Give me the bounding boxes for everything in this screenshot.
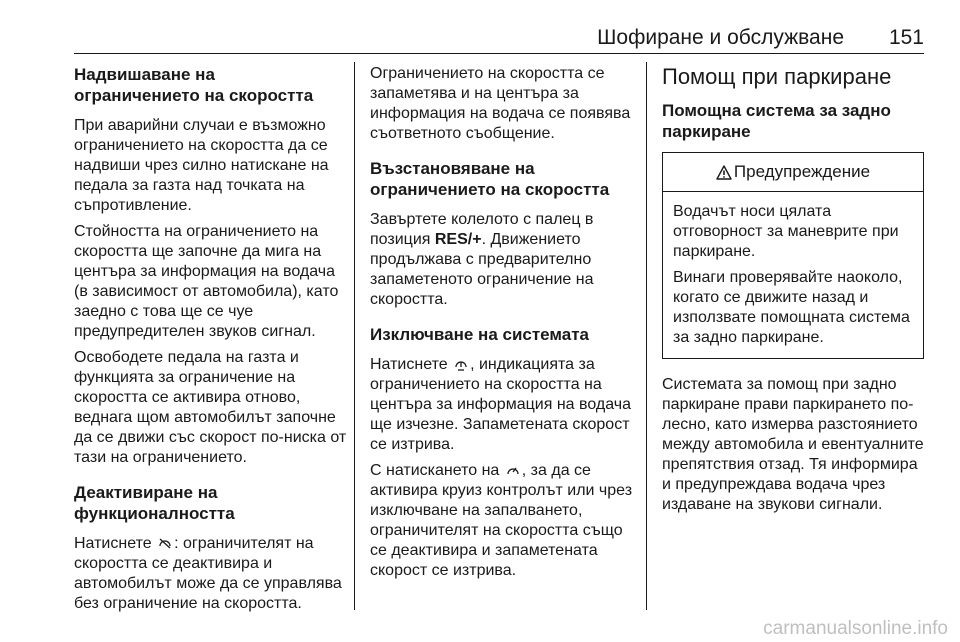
key-label: RES/+: [434, 231, 482, 248]
speed-limiter-icon: [454, 357, 468, 371]
paragraph: Стойността на ограничението на скоростта ще започне да мига на центъра за информация на водача (в зависимост от автомобила), като заедно с това ще се чуе предупредителен звуков сигнал.: [74, 223, 339, 340]
heading-deactivation: Деактивиране на функционалността: [74, 483, 235, 523]
header-rule: [74, 53, 924, 54]
warning-title: Предупреждение: [733, 162, 871, 181]
warning-body: [663, 192, 923, 358]
warning-box: [662, 152, 924, 359]
warning-triangle-icon: [716, 165, 732, 180]
speed-limiter-off-icon: [158, 536, 172, 550]
column-divider: [646, 62, 647, 610]
heading-rear-parking: Помощна система за задно паркиране: [662, 101, 891, 141]
page-number: 151: [888, 26, 924, 49]
paragraph: С натискането на , за да се активира круиз контролът или чрез изключване на запалването, ограничителят на скоростта също се деактивира и запаметената скорост се изтрива.: [370, 462, 633, 579]
running-title: Шофиране и обслужване: [597, 26, 844, 49]
column-1: [74, 64, 348, 620]
heading-override: Надвишаване на ограничението на скоростта: [74, 65, 314, 105]
heading-restore: Възстановяване на ограничението на скоростта: [370, 159, 610, 199]
paragraph: Винаги проверявайте наоколо, когато се движите назад и използвате помощната система за задно паркиране.: [673, 269, 910, 346]
paragraph: При аварийни случаи е възможно ограничението на скоростта да се надвиши чрез силно натискане на педала за газта над точката на съпротивление.: [74, 117, 329, 214]
paragraph: Системата за помощ при задно паркиране прави паркирането по-лесно, като измерва разстоянието между автомобила и евентуалните препятствия отзад. Тя информира и предупреждава водача чрез издаване на звукови сигнали.: [662, 376, 924, 513]
paragraph: Натиснете : ограничителят на скоростта се деактивира и автомобилът може да се управлява без ограничение на скоростта.: [74, 535, 342, 612]
watermark: carmanualsonline.info: [763, 618, 948, 639]
cruise-control-icon: [506, 463, 520, 477]
paragraph: Натиснете , индикацията за ограничението на скоростта на центъра за информация на водача ще изчезне. Запаметената скорост се изтрива.: [370, 356, 631, 453]
paragraph: Водачът носи цялата отговорност за маневрите при паркиране.: [673, 203, 899, 260]
column-3: [662, 64, 924, 521]
column-divider: [354, 62, 355, 610]
page-header: [74, 25, 924, 55]
paragraph: Освободете педала на газта и функцията за ограничение на скоростта се активира отново, веднага щом автомобилът започне да се движи със скорост по-ниска от тази на ограничението.: [74, 349, 347, 466]
heading-system-off: Изключване на системата: [370, 325, 589, 344]
section-title: Помощ при паркиране: [662, 64, 892, 89]
warning-header: [663, 153, 923, 192]
column-2: [370, 64, 640, 587]
paragraph: Ограничението на скоростта се запаметява и на центъра за информация на водача се появява съответното съобщение.: [370, 65, 631, 142]
paragraph: Завъртете колелото с палец в позиция RES/+. Движението продължава с предварително запаметеното ограничение на скоростта.: [370, 211, 594, 308]
